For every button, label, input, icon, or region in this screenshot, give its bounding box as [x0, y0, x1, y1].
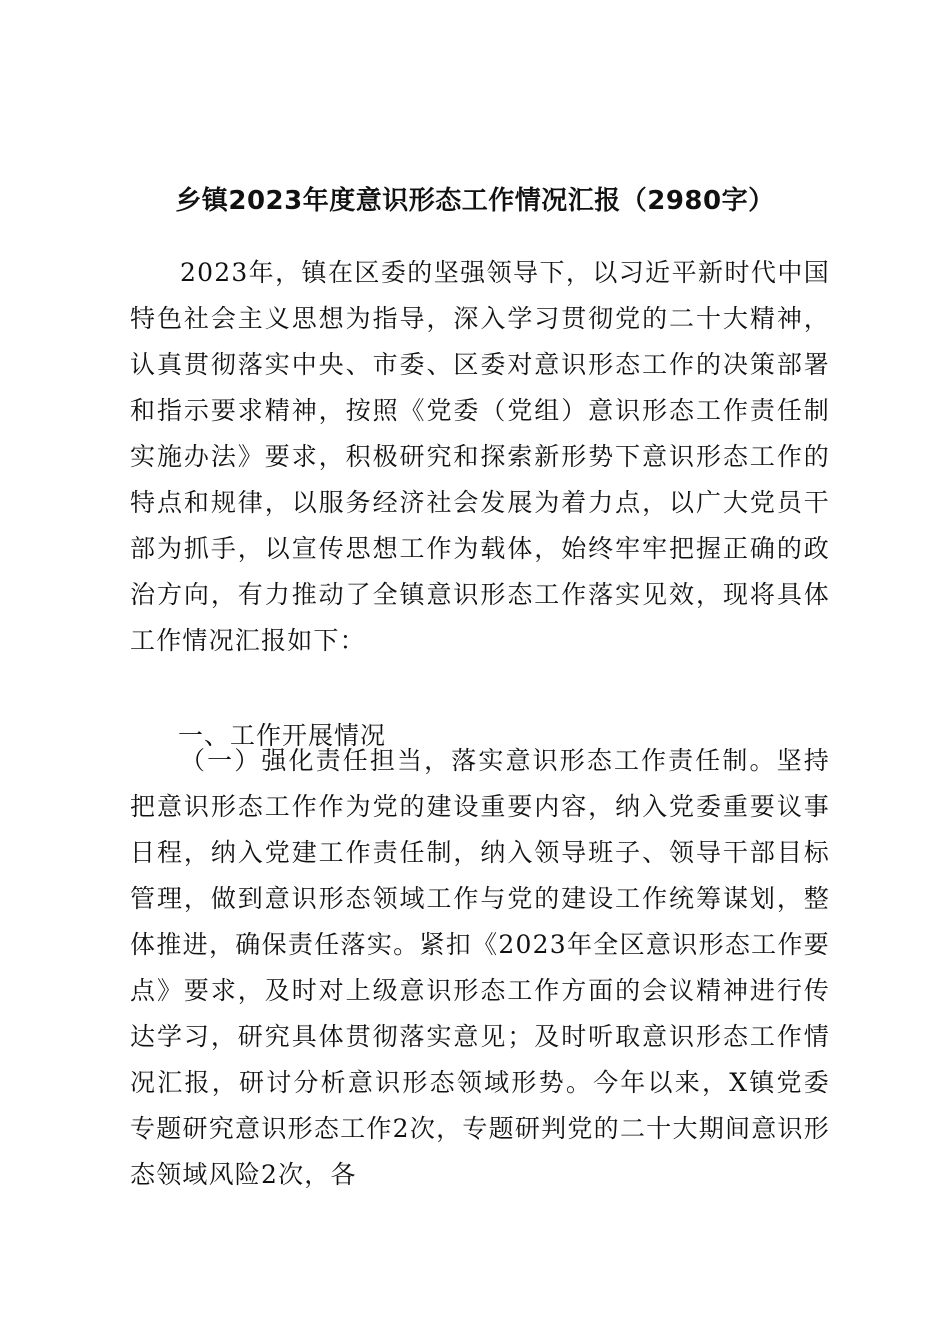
- subsection-text: 坚持把意识形态工作作为党的建设重要内容，纳入党委重要议事日程，纳入党建工作责任制，纳入领导班子、领导干部目标管理，做到意识形态领域工作与党的建设工作统筹谋划，整体推进，确保责任落实。紧扣《2023年全区意识形态工作要点》要求，及时对上级意识形态工作方面的会议精神进行传达学习，研究具体贯彻落实意见；及时听取意识形态工作情况汇报，研讨分析意识形态领域形势。今年以来，X镇党委专题研究意识形态工作2次，专题研判党的二十大期间意识形态领域风险2次，各: [130, 746, 830, 1189]
- document-title: 乡镇2023年度意识形态工作情况汇报（2980字）: [175, 186, 775, 217]
- section-1-paragraph: [130, 738, 830, 1198]
- intro-paragraph: 2023年，镇在区委的坚强领导下，以习近平新时代中国特色社会主义思想为指导，深入学习贯彻党的二十大精神，认真贯彻落实中央、市委、区委对意识形态工作的决策部署和指示要求精神，按照《党委（党组）意识形态工作责任制实施办法》要求，积极研究和探索新形势下意识形态工作的特点和规律，以服务经济社会发展为着力点，以广大党员干部为抓手，以宣传思想工作为载体，始终牢牢把握正确的政治方向，有力推动了全镇意识形态工作落实见效，现将具体工作情况汇报如下：: [130, 258, 830, 655]
- subsection-heading: （一）强化责任担当，落实意识形态工作责任制。: [180, 746, 777, 775]
- section-heading: 一、工作开展情况: [178, 720, 387, 750]
